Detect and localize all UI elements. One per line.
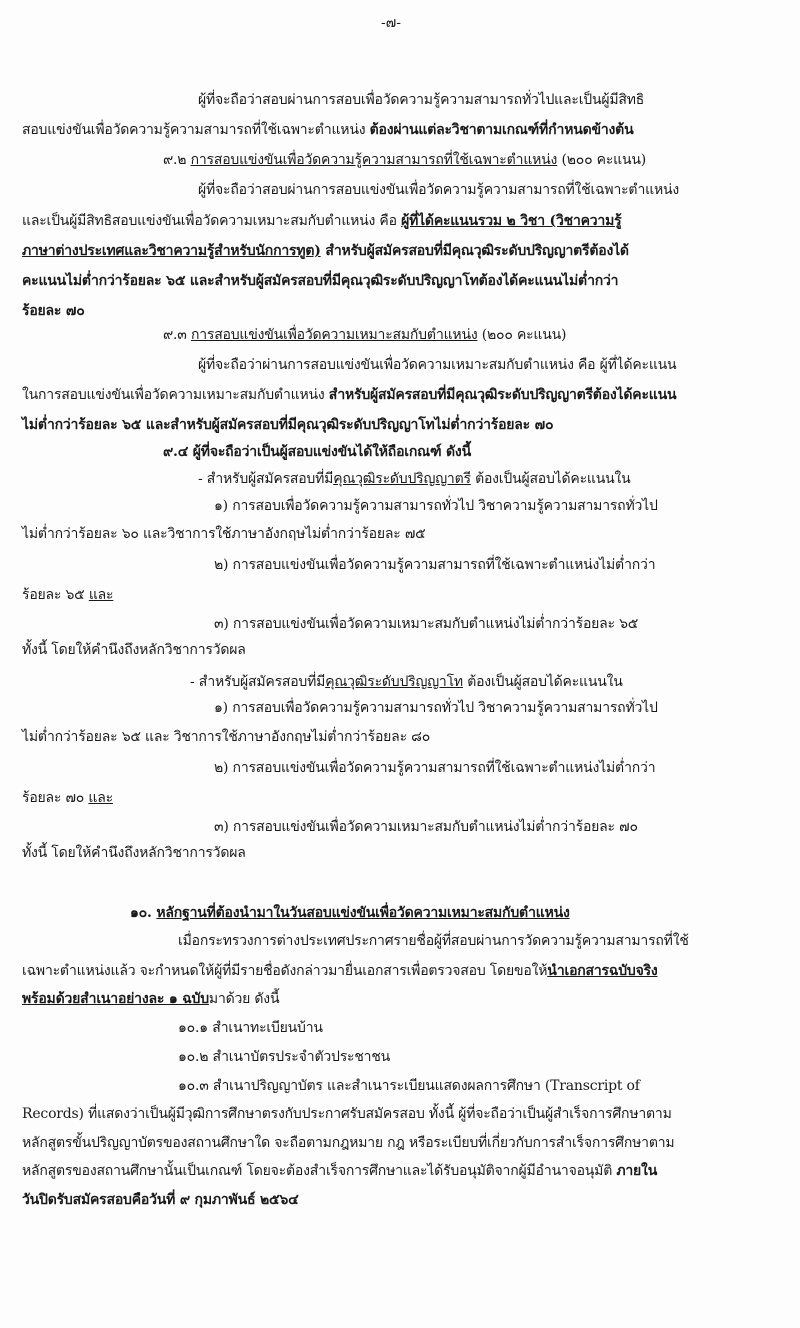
text-run: เมื่อกระทรวงการต่างประเทศประกาศรายชื่อผู้ที่สอบผ่านการวัดความรู้ความสามารถที่ใช้ <box>178 933 689 949</box>
text-line <box>22 1133 674 1153</box>
text-run: ไม่ต่ำกว่าร้อยละ ๖๕ และ วิชาการใช้ภาษาอังกฤษไม่ต่ำกว่าร้อยละ ๘๐ <box>22 729 431 745</box>
text-run: ๙.๒ <box>163 152 191 168</box>
text-run: ร้อยละ ๖๕ <box>22 587 89 603</box>
text-run: ๙.๓ <box>163 327 191 343</box>
text-run: ภายใน <box>616 1163 658 1179</box>
text-run: ผู้ที่จะถือว่าสอบผ่านการสอบแข่งขันเพื่อวัดความรู้ความสามารถที่ใช้เฉพาะตำแหน่ง <box>198 182 680 198</box>
text-line <box>22 301 85 321</box>
text-run: หลักฐานที่ต้องนำมาในวันสอบแข่งขันเพื่อวัดความเหมาะสมกับตำแหน่ง <box>156 905 570 921</box>
text-run: ต้องเป็นผู้สอบได้คะแนนใน <box>470 471 631 487</box>
text-line <box>214 496 658 516</box>
text-run: คุณวุฒิระดับปริญญาโท <box>325 674 463 690</box>
text-run: - สำหรับผู้สมัครสอบที่มี <box>190 674 326 690</box>
text-line <box>22 727 430 747</box>
text-line <box>178 1018 323 1038</box>
text-run: คะแนนไม่ต่ำกว่าร้อยละ ๖๕ และสำหรับผู้สมัครสอบที่มีคุณวุฒิระดับปริญญาโทต้องได้คะแนนไม่ต่ำกว่า <box>22 273 619 289</box>
text-line <box>22 788 113 808</box>
text-line <box>214 817 638 837</box>
text-run: ในการสอบแข่งขันเพื่อวัดความเหมาะสมกับตำแหน่ง <box>22 387 329 403</box>
text-line <box>198 90 644 110</box>
text-line <box>22 843 246 863</box>
text-line <box>214 698 658 718</box>
text-line <box>178 931 689 951</box>
text-line <box>214 758 655 778</box>
text-run: การสอบแข่งขันเพื่อวัดความเหมาะสมกับตำแหน่ง <box>190 327 478 343</box>
text-line <box>163 150 646 170</box>
text-line <box>22 640 246 660</box>
text-run: ๒) การสอบแข่งขันเพื่อวัดความรู้ความสามารถที่ใช้เฉพาะตำแหน่งไม่ต่ำกว่า <box>214 760 656 776</box>
text-run: ภาษาต่างประเทศและวิชาความรู้สำหรับนักการทูต) <box>22 243 321 259</box>
text-run: ไม่ต่ำกว่าร้อยละ ๖๐ และวิชาการใช้ภาษาอังกฤษไม่ต่ำกว่าร้อยละ ๗๕ <box>22 526 426 542</box>
text-run: และ <box>88 587 114 603</box>
text-run: มาด้วย ดังนี้ <box>208 991 280 1007</box>
text-run: หลักสูตรขั้นปริญญาบัตรของสถานศึกษาใด จะถือตามกฎหมาย กฎ หรือระเบียบที่เกี่ยวกับการสำเร็จการศึกษาตาม <box>22 1135 675 1151</box>
text-line <box>22 961 658 981</box>
text-line <box>22 1190 298 1210</box>
text-run: ต้องเป็นผู้สอบได้คะแนนใน <box>462 674 623 690</box>
text-run: ไม่ต่ำกว่าร้อยละ ๖๕ และสำหรับผู้สมัครสอบที่มีคุณวุฒิระดับปริญญาโทไม่ต่ำกว่าร้อยละ ๗๐ <box>22 417 554 433</box>
text-line <box>22 415 553 435</box>
text-run: (๒๐๐ คะแนน) <box>557 152 646 168</box>
text-run: ๑๐. <box>130 905 157 921</box>
text-run: ผู้ที่ได้คะแนนรวม ๒ วิชา (วิชาความรู้ <box>401 213 622 229</box>
text-run: ๒) การสอบแข่งขันเพื่อวัดความรู้ความสามารถที่ใช้เฉพาะตำแหน่งไม่ต่ำกว่า <box>214 557 656 573</box>
text-run: และเป็นผู้มีสิทธิสอบแข่งขันเพื่อวัดความเหมาะสมกับตำแหน่ง คือ <box>22 213 402 229</box>
text-run: ต้องผ่านแต่ละวิชาตามเกณฑ์ที่กำหนดข้างต้น <box>369 122 634 138</box>
text-line <box>198 469 630 489</box>
text-run: ๑๐.๑ สำเนาทะเบียนบ้าน <box>178 1020 323 1036</box>
text-line <box>22 211 621 231</box>
text-run: ๓) การสอบแข่งขันเพื่อวัดความเหมาะสมกับตำแหน่งไม่ต่ำกว่าร้อยละ ๗๐ <box>214 819 638 835</box>
text-run: ๑) การสอบเพื่อวัดความรู้ความสามารถทั่วไป วิชาความรู้ความสามารถทั่วไป <box>214 498 658 514</box>
text-line <box>198 355 676 375</box>
text-line <box>22 385 676 405</box>
text-line <box>178 1076 640 1096</box>
text-line <box>22 1104 672 1124</box>
text-run: สอบแข่งขันเพื่อวัดความรู้ความสามารถที่ใช้เฉพาะตำแหน่ง <box>22 122 370 138</box>
text-run: ๑) การสอบเพื่อวัดความรู้ความสามารถทั่วไป วิชาความรู้ความสามารถทั่วไป <box>214 700 658 716</box>
text-line <box>22 241 629 261</box>
text-run: นำเอกสารฉบับจริง <box>547 963 658 979</box>
text-line <box>22 271 618 291</box>
text-run: - สำหรับผู้สมัครสอบที่มี <box>198 471 334 487</box>
text-line <box>22 585 113 605</box>
text-run: ทั้งนี้ โดยให้คำนึงถึงหลักวิชาการวัดผล <box>22 845 246 861</box>
text-run: วันปิดรับสมัครสอบคือวันที่ ๙ กุมภาพันธ์ ๒๕๖๔ <box>22 1192 299 1208</box>
text-run: สำหรับผู้สมัครสอบที่มีคุณวุฒิระดับปริญญาตรีต้องได้ <box>320 243 629 259</box>
text-run: และ <box>88 790 113 806</box>
text-line <box>22 120 633 140</box>
text-run: สำหรับผู้สมัครสอบที่มีคุณวุฒิระดับปริญญาตรีต้องได้คะแนน <box>328 387 677 403</box>
text-line <box>190 672 623 692</box>
text-run: ร้อยละ ๗๐ <box>22 790 89 806</box>
text-run: การสอบแข่งขันเพื่อวัดความรู้ความสามารถที่ใช้เฉพาะตำแหน่ง <box>190 152 558 168</box>
text-run: ๓) การสอบแข่งขันเพื่อวัดความเหมาะสมกับตำแหน่งไม่ต่ำกว่าร้อยละ ๖๕ <box>214 616 639 632</box>
text-line <box>22 524 426 544</box>
text-run: ๑๐.๒ สำเนาบัตรประจำตัวประชาชน <box>178 1049 390 1065</box>
text-run: พร้อมด้วยสำเนาอย่างละ ๑ ฉบับ <box>22 991 209 1007</box>
text-run: ๙.๔ ผู้ที่จะถือว่าเป็นผู้สอบแข่งขันได้ให้ถือเกณฑ์ ดังนี้ <box>163 444 471 460</box>
text-run: ๑๐.๓ สำเนาปริญญาบัตร และสำเนาระเบียนแสดงผลการศึกษา (Transcript of <box>178 1078 640 1094</box>
text-line <box>163 442 471 462</box>
page-number: -๗- <box>381 15 401 31</box>
text-run: ร้อยละ ๗๐ <box>22 303 85 319</box>
text-line <box>214 555 655 575</box>
text-run: เฉพาะตำแหน่งแล้ว จะกำหนดให้ผู้ที่มีรายชื่อดังกล่าวมายื่นเอกสารเพื่อตรวจสอบ โดยขอให้ <box>22 963 548 979</box>
text-run: (๒๐๐ คะแนน) <box>477 327 567 343</box>
text-line <box>214 614 638 634</box>
text-run: Records) ที่แสดงว่าเป็นผู้มีวุฒิการศึกษาตรงกับประกาศรับสมัครสอบ ทั้งนี้ ผู้ที่จะถือว่าเป็นผู้สำเร็จการศึกษาตาม <box>22 1106 672 1122</box>
text-run: ผู้ที่จะถือว่าสอบผ่านการสอบเพื่อวัดความรู้ความสามารถทั่วไปและเป็นผู้มีสิทธิ <box>198 92 645 108</box>
text-line <box>22 989 279 1009</box>
text-line <box>198 180 679 200</box>
text-line <box>163 325 566 345</box>
text-run: คุณวุฒิระดับปริญญาตรี <box>333 471 471 487</box>
text-run: ทั้งนี้ โดยให้คำนึงถึงหลักวิชาการวัดผล <box>22 642 246 658</box>
text-line <box>22 1161 657 1181</box>
text-line <box>178 1047 390 1067</box>
text-run: ผู้ที่จะถือว่าผ่านการสอบแข่งขันเพื่อวัดความเหมาะสมกับตำแหน่ง คือ ผู้ที่ได้คะแนน <box>198 357 677 373</box>
text-line <box>130 903 570 923</box>
text-run: หลักสูตรของสถานศึกษานั้นเป็นเกณฑ์ โดยจะต้องสำเร็จการศึกษาและได้รับอนุมัติจากผู้มีอำนาจอนุมัติ <box>22 1163 617 1179</box>
